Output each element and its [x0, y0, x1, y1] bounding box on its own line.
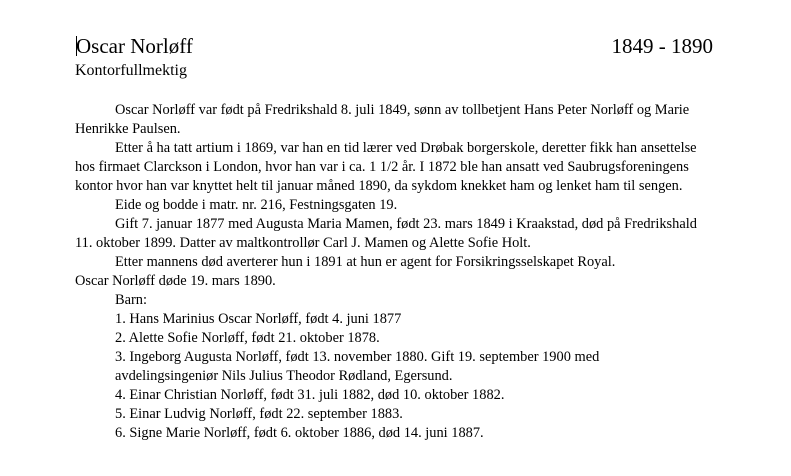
title-row	[75, 32, 715, 60]
list-item-continuation[interactable]: avdelingsingeniør Nils Julius Theodor Rødland, Egersund.	[115, 368, 453, 384]
children-heading[interactable]: Barn:	[115, 292, 147, 308]
paragraph-marriage[interactable]: Gift 7. januar 1877 med Augusta Maria Mamen, født 23. mars 1849 i Kraakstad, død på Fredrikshald 11. oktober 1899. Datter av maltkontrollør Carl J. Mamen og Alette Sofie Holt.	[75, 216, 697, 251]
list-item[interactable]: 4. Einar Christian Norløff, født 31. juli 1882, død 10. oktober 1882.	[115, 387, 505, 403]
list-item[interactable]: 5. Einar Ludvig Norløff, født 22. september 1883.	[115, 406, 403, 422]
paragraph-property[interactable]: Eide og bodde i matr. nr. 216, Festningsgaten 19.	[115, 197, 398, 213]
occupation-subtitle[interactable]: Kontorfullmektig	[75, 62, 187, 79]
list-item[interactable]: 6. Signe Marie Norløff, født 6. oktober 1886, død 14. juni 1887.	[115, 425, 484, 441]
paragraph-career[interactable]: Etter å ha tatt artium i 1869, var han en tid lærer ved Drøbak borgerskole, deretter fikk han ansettelse hos firmaet Clarckson i London, hvor han var i ca. 1 1/2 år. I 1872 ble han ansatt ved Saubrugsforeningens kontor hvor han var knyttet helt til januar måned 1890, da sykdom knekket ham og lenket ham til sengen.	[75, 140, 697, 194]
life-years[interactable]: 1849 - 1890	[611, 34, 713, 58]
list-item[interactable]: 3. Ingeborg Augusta Norløff, født 13. november 1880. Gift 19. september 1900 med	[115, 349, 600, 365]
paragraph-death[interactable]: Oscar Norløff døde 19. mars 1890.	[75, 273, 276, 289]
list-item[interactable]: 1. Hans Marinius Oscar Norløff, født 4. juni 1877	[115, 311, 402, 327]
list-item[interactable]: 2. Alette Sofie Norløff, født 21. oktober 1878.	[115, 330, 380, 346]
paragraph-birth[interactable]: Oscar Norløff var født på Fredrikshald 8. juli 1849, sønn av tollbetjent Hans Peter Norløff og Marie Henrikke Paulsen.	[75, 102, 690, 137]
page-title[interactable]: Oscar Norløff	[76, 34, 193, 58]
document-body[interactable]	[75, 101, 715, 443]
paragraph-widow[interactable]: Etter mannens død averterer hun i 1891 at hun er agent for Forsikringsselskapet Royal.	[115, 254, 616, 270]
